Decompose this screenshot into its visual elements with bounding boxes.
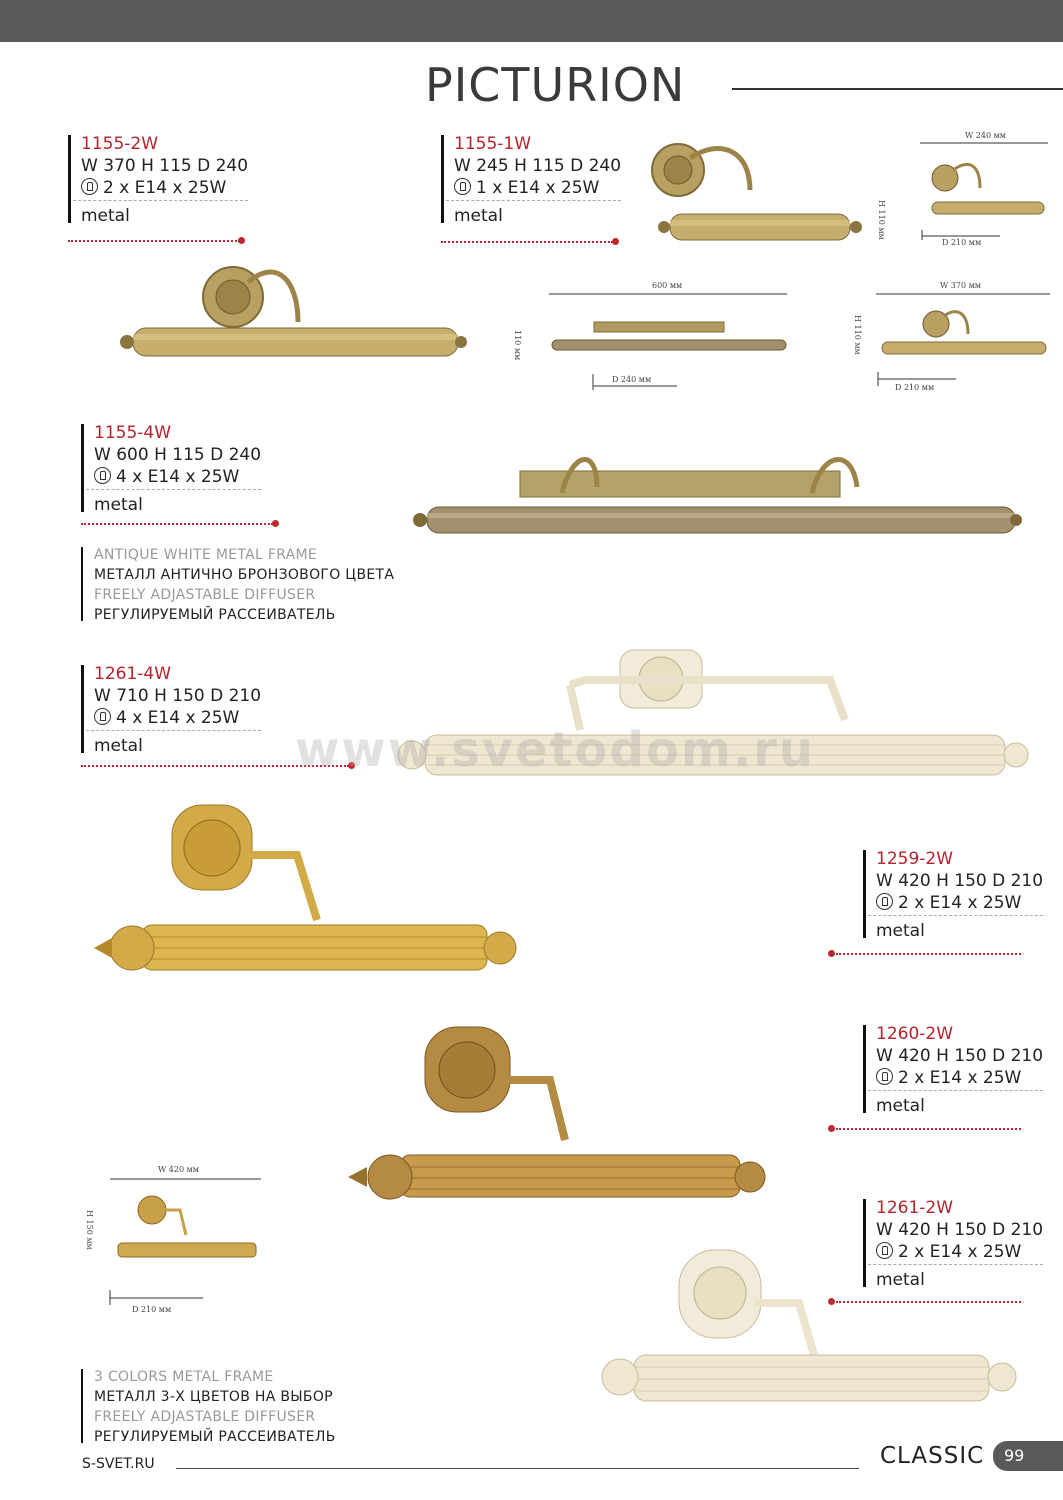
separator-dot: [828, 950, 835, 957]
lamp-1155-2w-image: [118, 262, 468, 370]
separator-line: [836, 953, 1021, 955]
diagram-1155-1w: [920, 140, 1050, 245]
product-code: 1261-2W: [876, 1198, 954, 1218]
product-bulbs: 2 x E14 x 25W: [898, 1242, 1022, 1262]
product-material: metal: [876, 1270, 925, 1290]
product-dimensions: W 245 H 115 D 240: [454, 156, 622, 176]
product-dimensions: W 420 H 150 D 210: [876, 1046, 1044, 1066]
product-material: metal: [94, 736, 143, 756]
depth-label: D 210 мм: [132, 1305, 172, 1314]
description-line: МЕТАЛЛ 3-Х ЦВЕТОВ НА ВЫБОР: [94, 1389, 333, 1405]
height-label: H 110 мм: [853, 315, 862, 355]
lamp-1260-2w-image: [345, 1025, 770, 1205]
product-bulbs: 4 x E14 x 25W: [116, 708, 240, 728]
product-material: metal: [876, 921, 925, 941]
description-line: ANTIQUE WHITE METAL FRAME: [94, 547, 318, 563]
separator-dot: [828, 1125, 835, 1132]
product-code: 1259-2W: [876, 849, 954, 869]
page-title: PICTURION: [425, 58, 686, 112]
top-bar: [0, 0, 1063, 42]
diagram-1155-2w: [876, 290, 1052, 390]
bulb-icon: [81, 178, 98, 195]
spec-1155-1w: [441, 133, 621, 227]
depth-label: D 210 мм: [895, 383, 935, 392]
product-bulbs: 1 x E14 x 25W: [476, 178, 600, 198]
spec-1155-2w: [68, 133, 248, 227]
separator-line: [441, 241, 613, 243]
bulb-icon: [94, 708, 111, 725]
spec-1155-4w: [81, 422, 261, 516]
product-bulbs: 2 x E14 x 25W: [103, 178, 227, 198]
separator-dot: [612, 238, 619, 245]
product-material: metal: [454, 206, 503, 226]
bulb-icon: [94, 467, 111, 484]
product-dimensions: W 370 H 115 D 240: [81, 156, 249, 176]
separator-dot: [272, 520, 279, 527]
width-label: W 370 мм: [940, 281, 982, 290]
lamp-1155-1w-image: [650, 140, 865, 252]
height-label: 110 мм: [513, 330, 522, 361]
diagram-1155-4w: [549, 290, 789, 390]
description-line: РЕГУЛИРУЕМЫЙ РАССЕИВАТЕЛЬ: [94, 1429, 336, 1445]
spec-1259-2w: [863, 848, 1043, 942]
footer-rule: [176, 1468, 859, 1469]
height-label: H 150 мм: [85, 1210, 94, 1250]
spec-1260-2w: [863, 1023, 1043, 1117]
bulb-icon: [876, 1068, 893, 1085]
product-material: metal: [876, 1096, 925, 1116]
description-block: [81, 1367, 336, 1447]
watermark-text: www.svetodom.ru: [295, 722, 815, 778]
footer-site: S-SVET.RU: [82, 1456, 155, 1472]
product-bulbs: 2 x E14 x 25W: [898, 1068, 1022, 1088]
description-line: 3 COLORS METAL FRAME: [94, 1369, 274, 1385]
separator-dot: [238, 237, 245, 244]
width-label: W 240 мм: [965, 131, 1007, 140]
description-block: [81, 545, 394, 625]
product-material: metal: [94, 495, 143, 515]
product-bulbs: 2 x E14 x 25W: [898, 893, 1022, 913]
description-line: МЕТАЛЛ АНТИЧНО БРОНЗОВОГО ЦВЕТА: [94, 567, 395, 583]
spec-1261-4w: [81, 663, 261, 757]
product-dimensions: W 600 H 115 D 240: [94, 445, 262, 465]
product-code: 1261-4W: [94, 664, 172, 684]
lamp-1259-2w-image: [92, 800, 517, 985]
lamp-1261-2w-image: [594, 1245, 1019, 1420]
title-rule: [732, 88, 1063, 90]
product-code: 1155-2W: [81, 134, 159, 154]
product-bulbs: 4 x E14 x 25W: [116, 467, 240, 487]
height-label: H 110 мм: [877, 200, 886, 240]
footer-section: CLASSIC: [880, 1443, 985, 1469]
width-label: 600 мм: [652, 281, 683, 290]
diagram-1259-2w: [108, 1175, 263, 1310]
product-material: metal: [81, 206, 130, 226]
separator-line: [81, 523, 273, 525]
product-dimensions: W 710 H 150 D 210: [94, 686, 262, 706]
description-line: РЕГУЛИРУЕМЫЙ РАССЕИВАТЕЛЬ: [94, 607, 336, 623]
depth-label: D 210 мм: [942, 238, 982, 247]
depth-label: D 240 мм: [612, 375, 652, 384]
product-code: 1155-4W: [94, 423, 172, 443]
separator-line: [836, 1128, 1021, 1130]
product-code: 1155-1W: [454, 134, 532, 154]
lamp-1155-4w-image: [412, 447, 1024, 547]
product-dimensions: W 420 H 150 D 210: [876, 871, 1044, 891]
separator-line: [68, 240, 240, 242]
product-dimensions: W 420 H 150 D 210: [876, 1220, 1044, 1240]
product-code: 1260-2W: [876, 1024, 954, 1044]
description-line: FREELY ADJASTABLE DIFFUSER: [94, 587, 316, 603]
bulb-icon: [876, 893, 893, 910]
description-line: FREELY ADJASTABLE DIFFUSER: [94, 1409, 316, 1425]
bulb-icon: [454, 178, 471, 195]
width-label: W 420 мм: [158, 1165, 200, 1174]
page-number: 99: [1004, 1446, 1025, 1465]
